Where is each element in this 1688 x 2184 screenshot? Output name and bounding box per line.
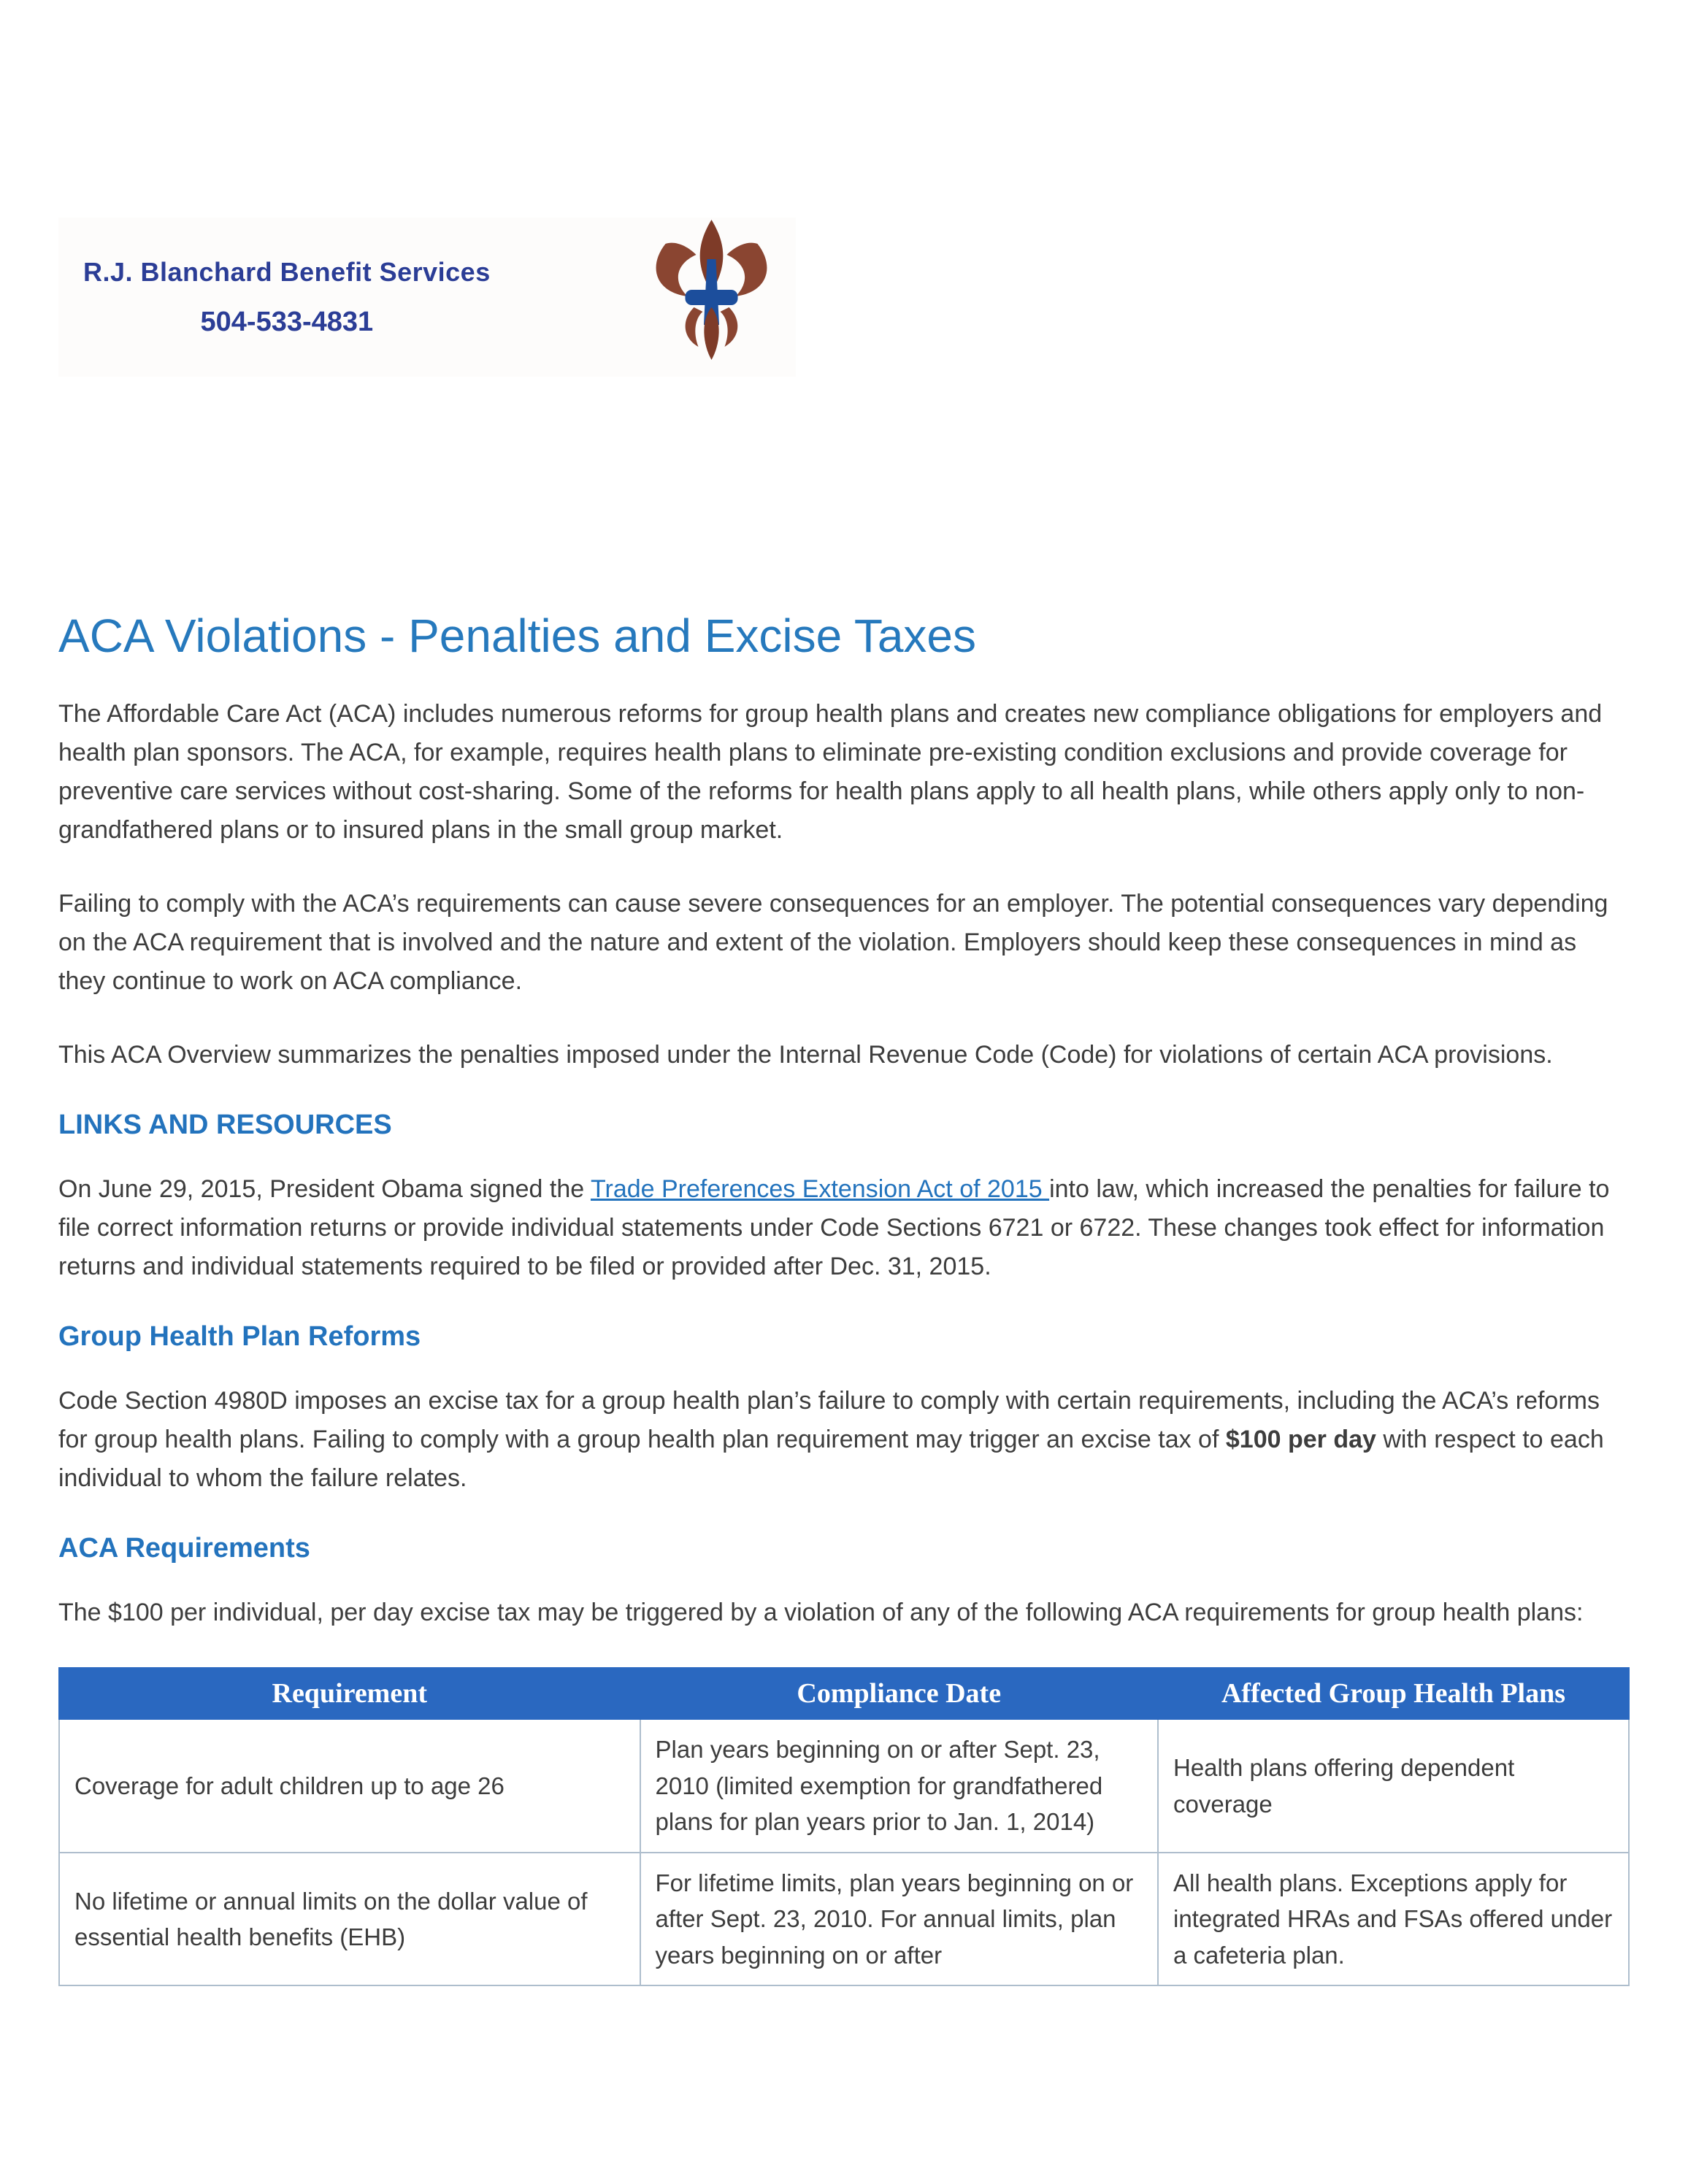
requirements-table bbox=[58, 1667, 1630, 1986]
company-logo-text bbox=[83, 257, 491, 338]
links-text-after: into law, which increased the penalties for failure to file correct information returns or provide individual statements under Code Sections 6721 or 6722. These changes took effect for information returns and individual statements required to be filed or provided after Dec. 31, 2015. bbox=[58, 1175, 1610, 1281]
group-health-plan-reforms-paragraph bbox=[58, 1382, 1630, 1498]
cell-compliance-date: For lifetime limits, plan years beginning on or after Sept. 23, 2010. For annual limits, plan years beginning on or after bbox=[640, 1853, 1159, 1986]
intro-paragraph-1: The Affordable Care Act (ACA) includes numerous reforms for group health plans and creates new compliance obligations for employers and health plan sponsors. The ACA, for example, requires health plans to eliminate pre-existing condition exclusions and provide coverage for preventive care services without cost-sharing. Some of the reforms for health plans apply to all health plans, while others apply only to non-grandfathered plans or to insured plans in the small group market. bbox=[58, 700, 1603, 845]
column-header-compliance-date: Compliance Date bbox=[640, 1668, 1159, 1719]
company-name: R.J. Blanchard Benefit Services bbox=[83, 256, 491, 287]
links-and-resources-heading: LINKS AND RESOURCES bbox=[58, 1110, 392, 1141]
company-phone: 504-533-4831 bbox=[200, 306, 374, 337]
intro-paragraph-2: Failing to comply with the ACA’s requirements can cause severe consequences for an employer. The potential consequences vary depending on the ACA requirement that is involved and the nature and extent of the violation. Employers should keep these consequences in mind as they continue to work on ACA compliance. bbox=[58, 890, 1608, 996]
links-text-before: On June 29, 2015, President Obama signed the bbox=[58, 1175, 591, 1204]
company-logo-block bbox=[58, 218, 796, 377]
table-row bbox=[59, 1719, 1629, 1853]
fleur-de-lis-icon bbox=[637, 218, 786, 377]
excise-tax-amount: $100 per day bbox=[1225, 1426, 1376, 1454]
reforms-text-before: Code Section 4980D imposes an excise tax for a group health plan’s failure to comply with certain requirements, including the ACA’s reforms for group health plans. Failing to comply with a group health plan requirement may trigger an excise tax of bbox=[58, 1387, 1600, 1454]
cell-affected-plans: All health plans. Exceptions apply for integrated HRAs and FSAs offered under a cafeteria plan. bbox=[1158, 1853, 1629, 1986]
page-title: ACA Violations - Penalties and Excise Taxes bbox=[58, 610, 976, 662]
cell-requirement: Coverage for adult children up to age 26 bbox=[59, 1719, 640, 1853]
cell-compliance-date: Plan years beginning on or after Sept. 23, 2010 (limited exemption for grandfathered plans for plan years prior to Jan. 1, 2014) bbox=[640, 1719, 1159, 1853]
column-header-requirement: Requirement bbox=[59, 1668, 640, 1719]
table-header-row bbox=[59, 1668, 1629, 1719]
cell-requirement: No lifetime or annual limits on the dollar value of essential health benefits (EHB) bbox=[59, 1853, 640, 1986]
table-row bbox=[59, 1853, 1629, 1986]
cell-affected-plans: Health plans offering dependent coverage bbox=[1158, 1719, 1629, 1853]
aca-requirements-paragraph: The $100 per individual, per day excise tax may be triggered by a violation of any of the following ACA requirements for group health plans: bbox=[58, 1599, 1584, 1627]
trade-preferences-act-link[interactable]: Trade Preferences Extension Act of 2015 bbox=[590, 1175, 1050, 1204]
intro-paragraph-3: This ACA Overview summarizes the penalties imposed under the Internal Revenue Code (Code) for violations of certain ACA provisions. bbox=[58, 1041, 1553, 1069]
aca-requirements-heading: ACA Requirements bbox=[58, 1533, 310, 1564]
links-and-resources-paragraph bbox=[58, 1170, 1630, 1286]
group-health-plan-reforms-heading: Group Health Plan Reforms bbox=[58, 1321, 421, 1353]
reforms-text-after: with respect to each individual to whom the failure relates. bbox=[58, 1426, 1604, 1493]
column-header-affected-plans: Affected Group Health Plans bbox=[1158, 1668, 1629, 1719]
